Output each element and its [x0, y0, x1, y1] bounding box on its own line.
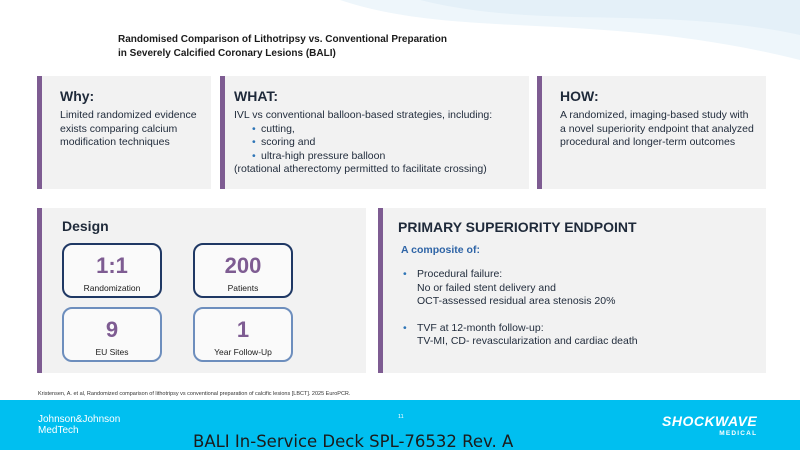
what-item-scoring: • scoring and [252, 136, 524, 150]
slide-title [118, 33, 538, 61]
why-panel [37, 76, 211, 189]
endpoint-item-procedural-failure [403, 268, 753, 309]
why-heading: Why: [60, 88, 95, 104]
endpoint-item-line: • Procedural failure: [417, 268, 503, 280]
design-heading: Design [62, 218, 109, 234]
stat-value: 1 [236, 317, 250, 342]
endpoint-panel [378, 208, 766, 373]
what-item-cutting: • cutting, [252, 123, 524, 137]
how-body: A randomized, imaging-based study with a novel superiority endpoint that analyzed procedural and longer-term outcomes [560, 109, 754, 148]
endpoint-body [403, 268, 753, 362]
what-body [234, 109, 524, 177]
how-panel [537, 76, 766, 189]
shockwave-brand-name: SHOCKWAVE [662, 413, 758, 429]
endpoint-subheading: A composite of: [401, 244, 480, 256]
design-panel [37, 208, 366, 373]
endpoint-heading: PRIMARY SUPERIORITY ENDPOINT [398, 219, 637, 235]
stat-label: Randomization [83, 283, 141, 293]
what-item-ultra-high-pressure: • ultra-high pressure balloon [252, 150, 524, 164]
endpoint-item-line: No or failed stent delivery and [417, 281, 556, 294]
endpoint-item-line: • TVF at 12-month follow-up: [417, 321, 544, 334]
stat-box-follow-up [193, 307, 293, 362]
jnj-logo-line-1: Johnson&Johnson [38, 414, 121, 425]
what-intro: IVL vs conventional balloon-based strategies, including: [234, 109, 493, 121]
what-heading: WHAT: [234, 88, 279, 104]
stat-value: 1:1 [96, 253, 128, 278]
jnj-logo-line-2: MedTech [38, 425, 79, 436]
title-line-1: Randomised Comparison of Lithotripsy vs. Conventional Preparation [118, 34, 447, 45]
what-panel [220, 76, 529, 189]
endpoint-list [403, 268, 753, 349]
endpoint-item-line: TV-MI, CD- revascularization and cardiac death [417, 335, 638, 347]
stat-label: Patients [227, 283, 259, 293]
stat-value: 200 [224, 253, 262, 278]
stat-box-patients [193, 243, 293, 298]
stat-value: 9 [105, 317, 119, 342]
stat-box-randomization [62, 243, 162, 298]
how-heading: HOW: [560, 88, 599, 104]
endpoint-item-line: OCT-assessed residual area stenosis 20% [417, 295, 616, 307]
what-note: (rotational atherectomy permitted to facilitate crossing) [234, 163, 487, 175]
stat-label: Year Follow-Up [214, 347, 272, 357]
footer-bar [0, 400, 800, 450]
shockwave-brand-sub: MEDICAL [719, 430, 758, 437]
stat-label: EU Sites [95, 347, 129, 357]
title-line-2: in Severely Calcified Coronary Lesions (BALI) [118, 48, 336, 59]
deck-label: BALI In-Service Deck SPL-76532 Rev. A [193, 432, 514, 451]
jnj-medtech-logo [38, 414, 120, 436]
stat-box-eu-sites [62, 307, 162, 362]
endpoint-item-tvf [403, 322, 753, 349]
shockwave-logo [662, 413, 757, 437]
why-body: Limited randomized evidence exists comparing calcium modification techniques [60, 109, 197, 148]
what-list [234, 123, 524, 164]
citation: Kristensen, A. et al, Randomized comparison of lithotripsy vs conventional preparation of calcific lesions [LBCT]. 2025 EuroPCR. [38, 391, 351, 397]
page-number: 11 [398, 414, 404, 420]
